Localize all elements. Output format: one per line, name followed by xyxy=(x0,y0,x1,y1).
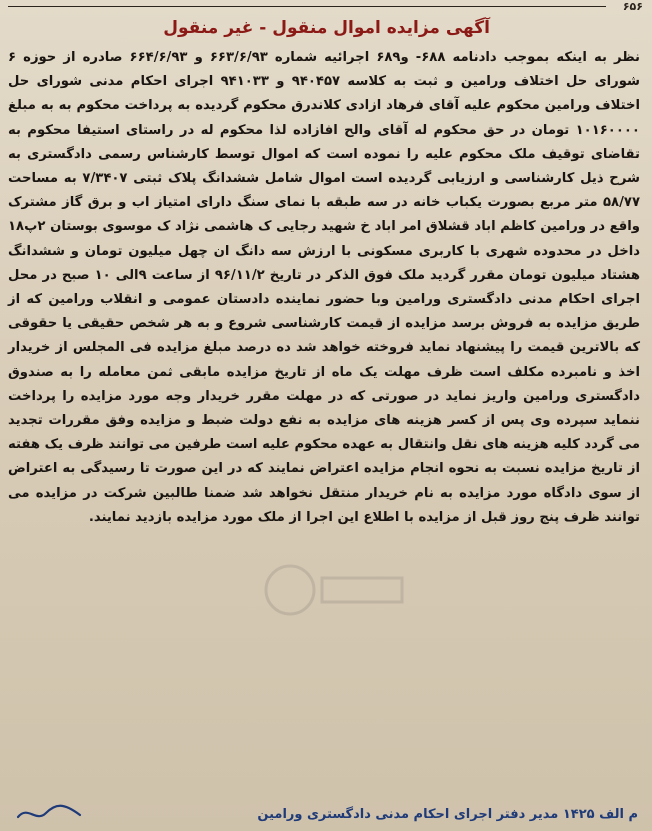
signature-mark xyxy=(14,797,84,825)
top-rule xyxy=(8,6,606,7)
notice-body: نظر به اینکه بموجب دادنامه ۶۸۸- و۶۸۹ اجرائیه شماره ۶۶۳/۶/۹۳ و ۶۶۴/۶/۹۳ صادره از حوزه ۶ شورای حل اختلاف ورامین و ثبت به کلاسه ۹۴۰۴۵۷ و ۹۴۱۰۳۳ اجرای احکام مدنی شورای حل اختلاف ورامین محکوم علیه آقای فرهاد ازادی کلاندرق محکوم گردیده به پرداخت محکوم به به مبلغ ۱۰۱۶۰۰۰۰ تومان در حق محکوم له آقای والح افازاده لذا محکوم له در راستای استیفا محکوم به تقاضای توقیف ملک محکوم علیه را نموده است که اموال توسط کارشناس رسمی دادگستری به شرح ذیل کارشناسی و ارزیابی گردیده است اموال شامل ششدانگ پلاک ثبتی ۷/۳۴۰۷ به مساحت ۵۸/۷۷ متر مربع بصورت یکباب خانه در سه طبقه با نمای سنگ دارای امتیاز اب و برق گاز مشترک واقع در ورامین کاظم اباد قشلاق امر اباد خ شهید رجایی ک هاشمی نژاد ک موسوی بوستان ۲پ۱۸ داخل در محدوده شهری با کاربری مسکونی با ارزش سه دانگ ان چهل میلیون تومان و ششدانگ هشتاد میلیون تومان مقرر گردید ملک فوق الذکر در تاریخ ۹۶/۱۱/۲ از ساعت ۹الی ۱۰ صبح در محل اجرای احکام مدنی دادگستری ورامین وبا حضور نماینده دادستان عمومی و انقلاب ورامین که از طریق مزایده به فروش برسد مزایده از قیمت کارشناسی شروع و به هر شخص حقیقی یا حقوقی که بالاترین قیمت را پیشنهاد نماید فروخته خواهد شد ده درصد مبلغ مزایده فی المجلس از خریدار اخذ و نامبرده مکلف است ظرف مهلت یک ماه از تاریخ مزایده مابقی ثمن معامله را به صندوق دادگستری ورامین واریز نماید در صورتی که در مهلت مقرر خریدار وجه مورد مزایده را پرداخت ننماید سپرده وی پس از کسر هزینه های مزایده به نفع دولت ضبط و مزایده وفق مقررات تجدید می گردد کلیه هزینه های نقل وانتقال به عهده محکوم علیه است طرفین می توانند ظرف یک هفته از تاریخ مزایده نسبت به نحوه انجام مزایده اعتراض نمایند که در این صورت تا رسیدگی به اعتراض از سوی دادگاه مورد مزایده به نام خریدار منتقل نخواهد شد ضمنا طالبین شرکت در مزایده می توانند ظرف پنج روز قبل از مزایده با اطلاع این اجرا از ملک مورد مزایده بازدید نمایند. xyxy=(8,50,641,525)
notice-title: آگهی مزایده اموال منقول - غیر منقول xyxy=(163,18,490,38)
notice-footer xyxy=(14,803,638,825)
footer-signature-line: م الف ۱۴۲۵ مدیر دفتر اجرای احکام مدنی دادگستری ورامین xyxy=(257,806,638,822)
page-number: ۶۵۶ xyxy=(620,0,646,13)
watermark-logo xyxy=(260,560,410,620)
